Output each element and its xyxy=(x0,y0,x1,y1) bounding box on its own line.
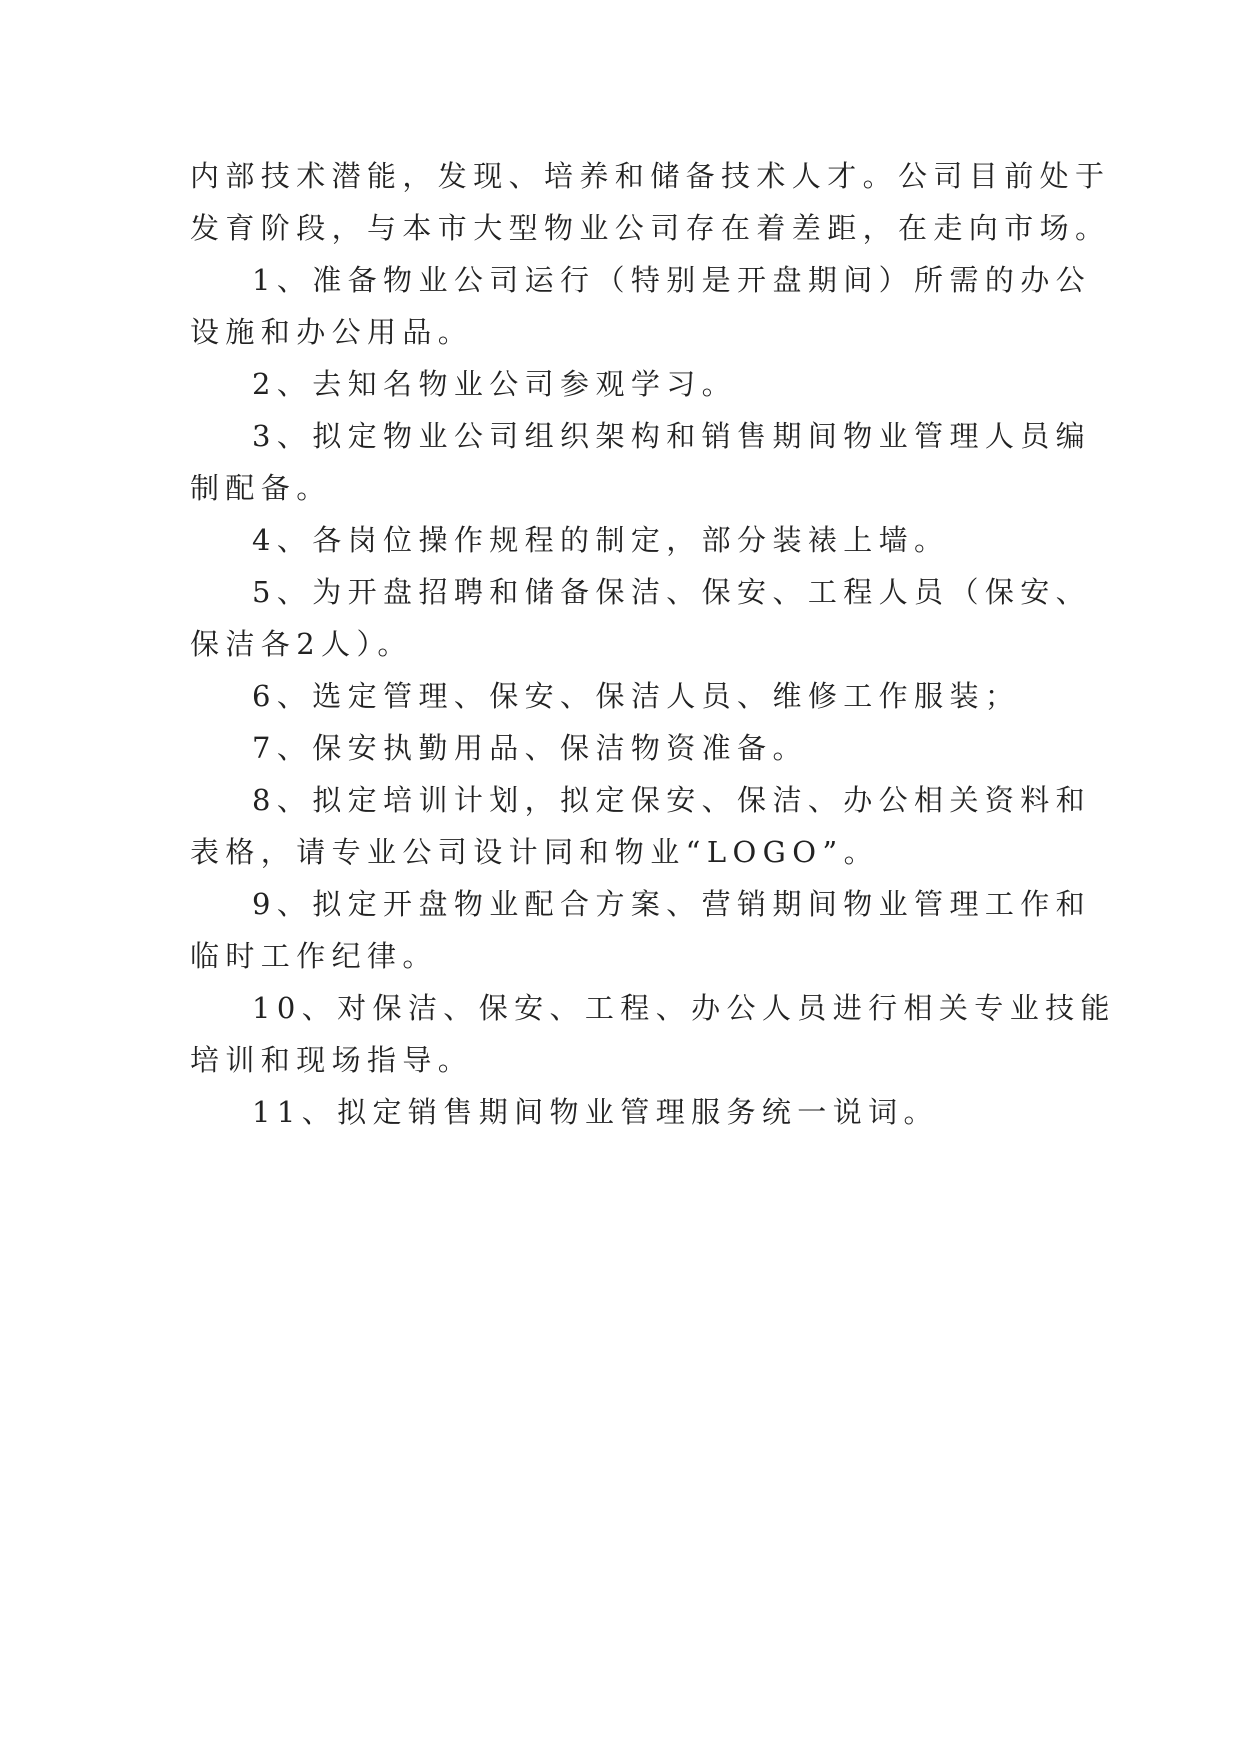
list-item-8-line-1: 8、拟定培训计划，拟定保安、保洁、办公相关资料和 xyxy=(252,783,1092,817)
list-item-2-line-1: 2、去知名物业公司参观学习。 xyxy=(252,367,738,401)
list-item-8-line-2: 表格，请专业公司设计同和物业“LOGO”。 xyxy=(190,835,880,869)
intro-line-1: 内部技术潜能，发现、培养和储备技术人才。公司目前处于 xyxy=(190,159,1111,193)
list-item-7-line-1: 7、保安执勤用品、保洁物资准备。 xyxy=(252,731,808,765)
list-item-9-line-2: 临时工作纪律。 xyxy=(190,939,438,973)
list-item-5-line-1: 5、为开盘招聘和储备保洁、保安、工程人员（保安、 xyxy=(252,575,1092,609)
list-item-10-line-2: 培训和现场指导。 xyxy=(190,1043,474,1077)
list-item-3-line-1: 3、拟定物业公司组织架构和销售期间物业管理人员编 xyxy=(252,419,1092,453)
list-item-10-line-1: 10、对保洁、保安、工程、办公人员进行相关专业技能 xyxy=(252,991,1116,1025)
list-item-3-line-2: 制配备。 xyxy=(190,471,332,505)
list-item-1-line-2: 设施和办公用品。 xyxy=(190,315,474,349)
list-item-4-line-1: 4、各岗位操作规程的制定，部分装裱上墙。 xyxy=(252,523,950,557)
list-item-9-line-1: 9、拟定开盘物业配合方案、营销期间物业管理工作和 xyxy=(252,887,1092,921)
list-item-1-line-1: 1、准备物业公司运行（特别是开盘期间）所需的办公 xyxy=(252,263,1092,297)
list-item-11-line-1: 11、拟定销售期间物业管理服务统一说词。 xyxy=(252,1095,939,1129)
intro-line-2: 发育阶段，与本市大型物业公司存在着差距，在走向市场。 xyxy=(190,211,1111,245)
list-item-5-line-2: 保洁各2人）。 xyxy=(190,627,413,661)
list-item-6-line-1: 6、选定管理、保安、保洁人员、维修工作服装； xyxy=(252,679,1021,713)
